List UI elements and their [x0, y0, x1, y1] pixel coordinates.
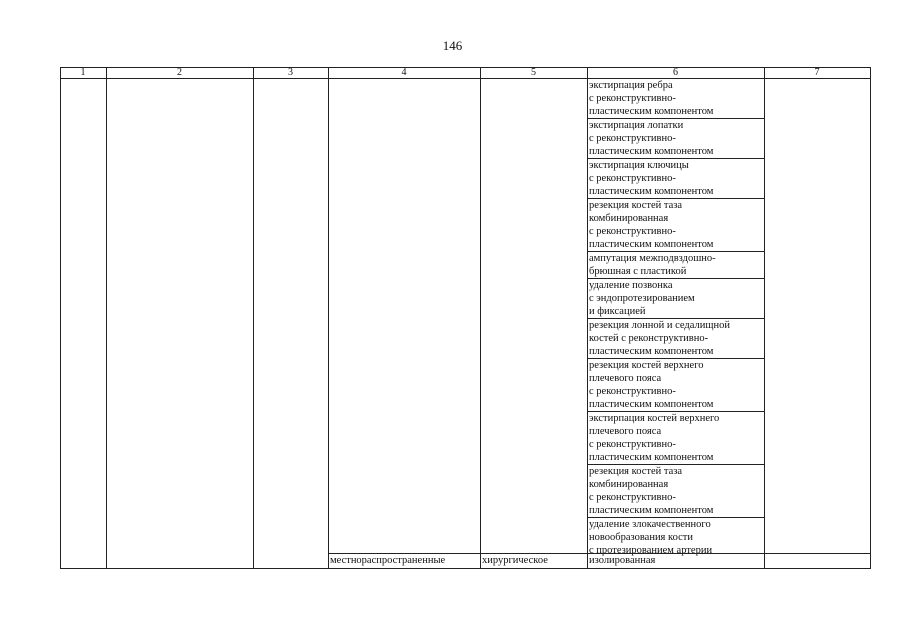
header-cell-1: 1 [80, 67, 86, 78]
header-cell-7: 7 [814, 67, 820, 78]
header-cell-3: 3 [288, 67, 293, 78]
procedure-cell: экстирпация ключицы с реконструктивно- пластическим компонентом [588, 159, 764, 199]
procedure-cell: удаление позвонка с эндопротезированием и фиксацией [588, 279, 764, 319]
column-divider [253, 67, 254, 568]
last-row-col4: местнораспространенные [328, 553, 480, 568]
procedure-cell: удаление злокачественного новообразования кости с протезированием артерии [589, 519, 713, 556]
procedure-cell: ампутация межподвздошно- брюшная с пластикой [588, 252, 764, 279]
column-divider [764, 67, 765, 568]
last-row-col7 [764, 553, 870, 568]
procedure-cell: экстирпация костей верхнего плечевого пояса с реконструктивно- пластическим компонентом [588, 412, 764, 465]
header-cell-4: 4 [401, 67, 407, 78]
procedure-cell: резекция костей таза комбинированная с реконструктивно- пластическим компонентом [588, 465, 764, 518]
procedure-cell: резекция лонной и седалищной костей с реконструктивно- пластическим компонентом [588, 319, 764, 359]
procedure-cell: экстирпация лопатки с реконструктивно- пластическим компонентом [588, 119, 764, 159]
header-cell-2: 2 [177, 67, 182, 78]
procedures-table [60, 67, 870, 568]
last-row-col5: хирургическое [480, 553, 587, 568]
last-row-col6: изолированная [587, 553, 764, 568]
procedure-list [588, 79, 764, 557]
page-number: 146 [442, 38, 463, 53]
column-divider [106, 67, 107, 568]
procedure-cell: резекция костей таза комбинированная с реконструктивно- пластическим компонентом [588, 199, 764, 252]
table-header-row [60, 67, 870, 79]
column-divider [328, 67, 329, 568]
column-divider [480, 67, 481, 568]
header-cell-5: 5 [531, 67, 536, 78]
header-cell-6: 6 [673, 67, 678, 78]
procedure-cell: экстирпация ребра с реконструктивно- пластическим компонентом [588, 79, 764, 119]
procedure-cell: резекция костей верхнего плечевого пояса с реконструктивно- пластическим компонентом [588, 359, 764, 412]
